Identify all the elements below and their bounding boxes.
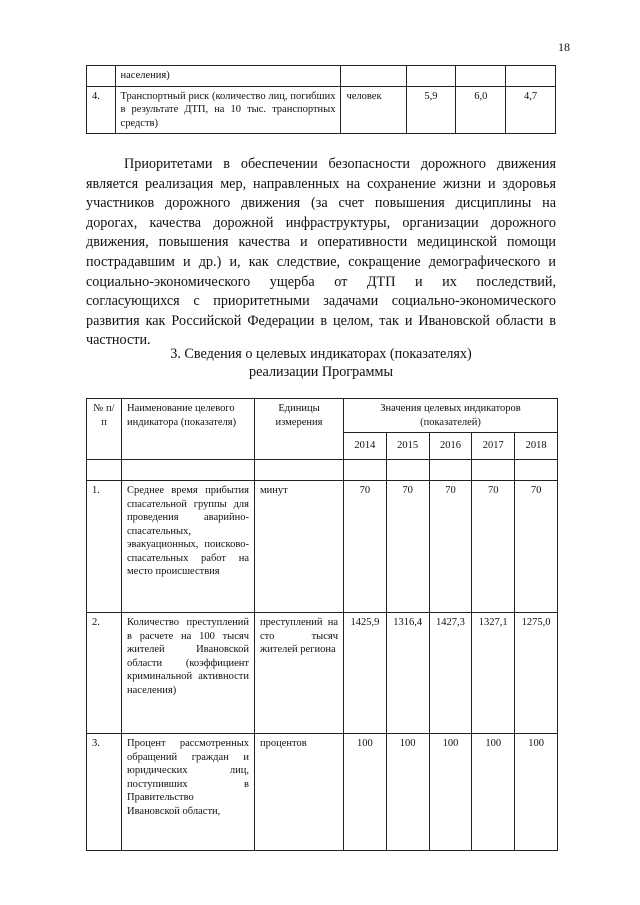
cell-unit: преступлений на сто тысяч жителей региона xyxy=(255,613,344,734)
cell-value: 6,0 xyxy=(456,86,506,134)
cell-name: населения) xyxy=(115,66,341,87)
table-row xyxy=(87,613,558,734)
cell-name: Количество преступлений в расчете на 100 тысяч жителей Ивановской области (коэффициент криминальной активности населения) xyxy=(122,613,255,734)
indicator-table-continued xyxy=(86,65,556,134)
cell-unit: человек xyxy=(341,86,406,134)
header-row xyxy=(87,399,558,433)
page-number: 18 xyxy=(558,40,570,54)
cell-value: 4,7 xyxy=(506,86,556,134)
section-heading xyxy=(86,345,556,381)
header-unit: Единицы измерения xyxy=(255,399,344,460)
table-row xyxy=(87,734,558,851)
cell-value: 1316,4 xyxy=(386,613,429,734)
cell-value: 100 xyxy=(344,734,387,851)
table-row xyxy=(87,86,556,134)
cell-unit xyxy=(341,66,406,87)
cell-value xyxy=(456,66,506,87)
cell-name: Процент рассмотренных обращений граждан и юридических лиц, поступивших в Правительство Ивановской области, xyxy=(122,734,255,851)
cell-value: 70 xyxy=(472,481,515,613)
cell-value: 100 xyxy=(429,734,472,851)
cell-num: 1. xyxy=(87,481,122,613)
cell-value: 100 xyxy=(472,734,515,851)
cell-name: Транспортный риск (количество лиц, погибших в результате ДТП, на 10 тыс. транспортных средств) xyxy=(115,86,341,134)
cell-value xyxy=(406,66,456,87)
cell-value: 1327,1 xyxy=(472,613,515,734)
cell-num xyxy=(87,66,116,87)
year-cell: 2015 xyxy=(386,433,429,460)
cell-value xyxy=(506,66,556,87)
cell-num: 4. xyxy=(87,86,116,134)
priority-paragraph: Приоритетами в обеспечении безопасности дорожного движения является реализация мер, направленных на сохранение жизни и здоровья участников дорожного движения (за счет повышения дисциплины на дорогах, качества дорожной инфраструктуры, организации дорожного движения, повышения качества и оперативности медицинской помощи пострадавшим и др.) и, как следствие, сокращение демографического и социально-экономического ущерба от ДТП и их последствий, согласующихся с приоритетными задачами социально-экономического развития как Российской Федерации в целом, так и Ивановской области в частности. xyxy=(86,156,556,349)
cell-value: 1275,0 xyxy=(515,613,558,734)
cell-value: 70 xyxy=(344,481,387,613)
table-row xyxy=(87,66,556,87)
cell-num: 2. xyxy=(87,613,122,734)
cell-value: 100 xyxy=(386,734,429,851)
cell-unit: процентов xyxy=(255,734,344,851)
table-row xyxy=(87,481,558,613)
cell-value: 1427,3 xyxy=(429,613,472,734)
cell-unit: минут xyxy=(255,481,344,613)
header-name: Наименование целевого индикатора (показателя) xyxy=(122,399,255,460)
section-heading-line1: 3. Сведения о целевых индикаторах (показателях) xyxy=(170,346,472,362)
cell-value: 70 xyxy=(515,481,558,613)
year-cell: 2016 xyxy=(429,433,472,460)
cell-value: 70 xyxy=(386,481,429,613)
header-num: № п/п xyxy=(87,399,122,460)
cell-name: Среднее время прибытия спасательной группы для проведения аварийно-спасательных, эвакуационных, поисково-спасательных работ на место происшествия xyxy=(122,481,255,613)
year-cell: 2014 xyxy=(344,433,387,460)
cell-num: 3. xyxy=(87,734,122,851)
target-indicators-table xyxy=(86,398,558,851)
spacer-row xyxy=(87,460,558,481)
cell-value: 1425,9 xyxy=(344,613,387,734)
cell-value: 100 xyxy=(515,734,558,851)
year-cell: 2017 xyxy=(472,433,515,460)
cell-value: 5,9 xyxy=(406,86,456,134)
section-heading-line2: реализации Программы xyxy=(248,364,394,380)
cell-value: 70 xyxy=(429,481,472,613)
header-values-group: Значения целевых индикаторов (показателей) xyxy=(344,399,558,433)
year-cell: 2018 xyxy=(515,433,558,460)
